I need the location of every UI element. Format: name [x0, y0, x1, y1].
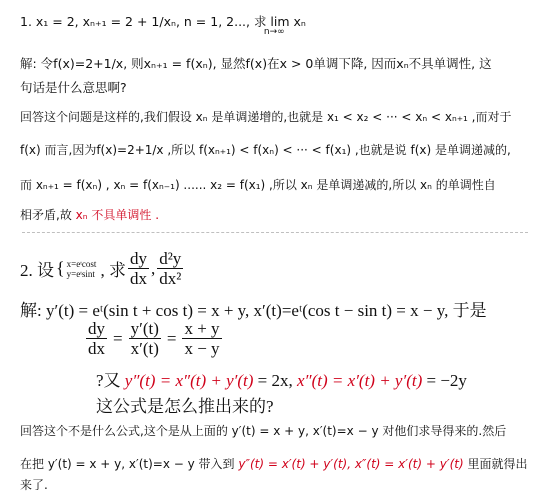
- conclusion-period: .: [155, 208, 160, 222]
- y-double-prime-formula: y″(t) = x″(t) + y′(t): [124, 371, 254, 390]
- problem1-answer-line3: 而 xₙ₊₁ = f(xₙ) , xₙ = f(xₙ₋₁) ...... x₂ = f(x₁) ,所以 xₙ 是单调递减的,所以 xₙ 的单调性自: [20, 178, 496, 192]
- problem2-statement: [20, 250, 183, 287]
- x-double-prime-result: = −2y: [426, 371, 467, 390]
- y-double-prime-result: = 2x,: [257, 371, 293, 390]
- answer-substitute-text: 在把 y′(t) = x + y, x′(t)=x − y 带入到: [20, 457, 235, 471]
- answer-formula-highlight: y″(t) = x′(t) + y′(t), x″(t) = x′(t) + y′(t): [238, 457, 464, 471]
- answer-prefix: 相矛盾,故: [20, 208, 72, 222]
- problem2-question-line2: 这公式是怎么推出来的?: [96, 397, 274, 416]
- x-double-prime-formula: x″(t) = x′(t) + y′(t): [297, 371, 423, 390]
- equals-sign: =: [166, 328, 177, 348]
- ratio-sum-diff: $\frac{x + y}{x - y}$: [184, 319, 220, 358]
- ratio-yprime-xprime: $\frac{y'(t)}{x'(t)}$: [130, 319, 159, 358]
- problem2-label: 2. 设: [20, 261, 54, 280]
- derivative-ratio: [86, 320, 222, 357]
- comma: ,: [150, 258, 156, 278]
- system-brace-icon: {: [56, 258, 65, 278]
- question-prefix: ?又: [96, 371, 121, 390]
- problem1-statement: [20, 12, 331, 37]
- problem2-answer-line1: 回答这个不是什么公式,这个是从上面的 y′(t) = x + y, x′(t)=x − y 对他们求导得来的.然后: [20, 424, 507, 438]
- problem1-answer-line4: [20, 206, 159, 223]
- answer-suffix: 里面就得出: [467, 457, 528, 471]
- equals-sign: =: [113, 328, 123, 348]
- problem1-answer-line2: f(x) 而言,因为f(x)=2+1/x ,所以 f(xₙ₊₁) < f(xₙ) < ··· < f(x₁) ,也就是说 f(x) 是单调递减的,: [20, 143, 511, 157]
- system-x: x=eᵗcost: [66, 258, 97, 269]
- ratio-dy-dx: $\frac{dy}{dx}$: [88, 319, 105, 358]
- problem1-text: 1. x₁ = 2, xₙ₊₁ = 2 + 1/xₙ, n = 1, 2..., 求 lim xₙ: [20, 14, 306, 29]
- first-derivative-fraction: $\frac{dy}{dx}$: [129, 249, 147, 288]
- problem1-answer-line1: 回答这个问题是这样的,我们假设 xₙ 是单调递增的,也就是 x₁ < x₂ < ··· < xₙ < xₙ₊₁ ,而对于: [20, 110, 512, 124]
- system-y: y=eᵗsint: [66, 268, 95, 279]
- second-derivative-fraction: $\frac{\text{d²y}}{\text{dx²}}$: [159, 249, 182, 288]
- section-divider: [22, 232, 528, 233]
- lim-subscript: n→∞: [263, 27, 285, 37]
- parametric-system: [67, 259, 97, 279]
- problem2-answer-line3: 来了.: [20, 478, 48, 492]
- problem1-question-line2: 句话是什么意思啊?: [20, 80, 127, 95]
- problem2-question-line1: [96, 366, 467, 391]
- problem2-answer-line2: [20, 455, 527, 472]
- problem1-question-line1: 解: 令f(x)=2+1/x, 则xₙ₊₁ = f(xₙ), 显然f(x)在x > 0单调下降, 因而xₙ不具单调性, 这: [20, 56, 492, 71]
- conclusion-highlight: xₙ 不具单调性: [75, 208, 152, 222]
- find-text: , 求: [100, 261, 126, 280]
- problem2-solution-line1: 解: y′(t) = eᵗ(sin t + cos t) = x + y, x′(t)=eᵗ(cos t − sin t) = x − y, 于是: [20, 301, 487, 320]
